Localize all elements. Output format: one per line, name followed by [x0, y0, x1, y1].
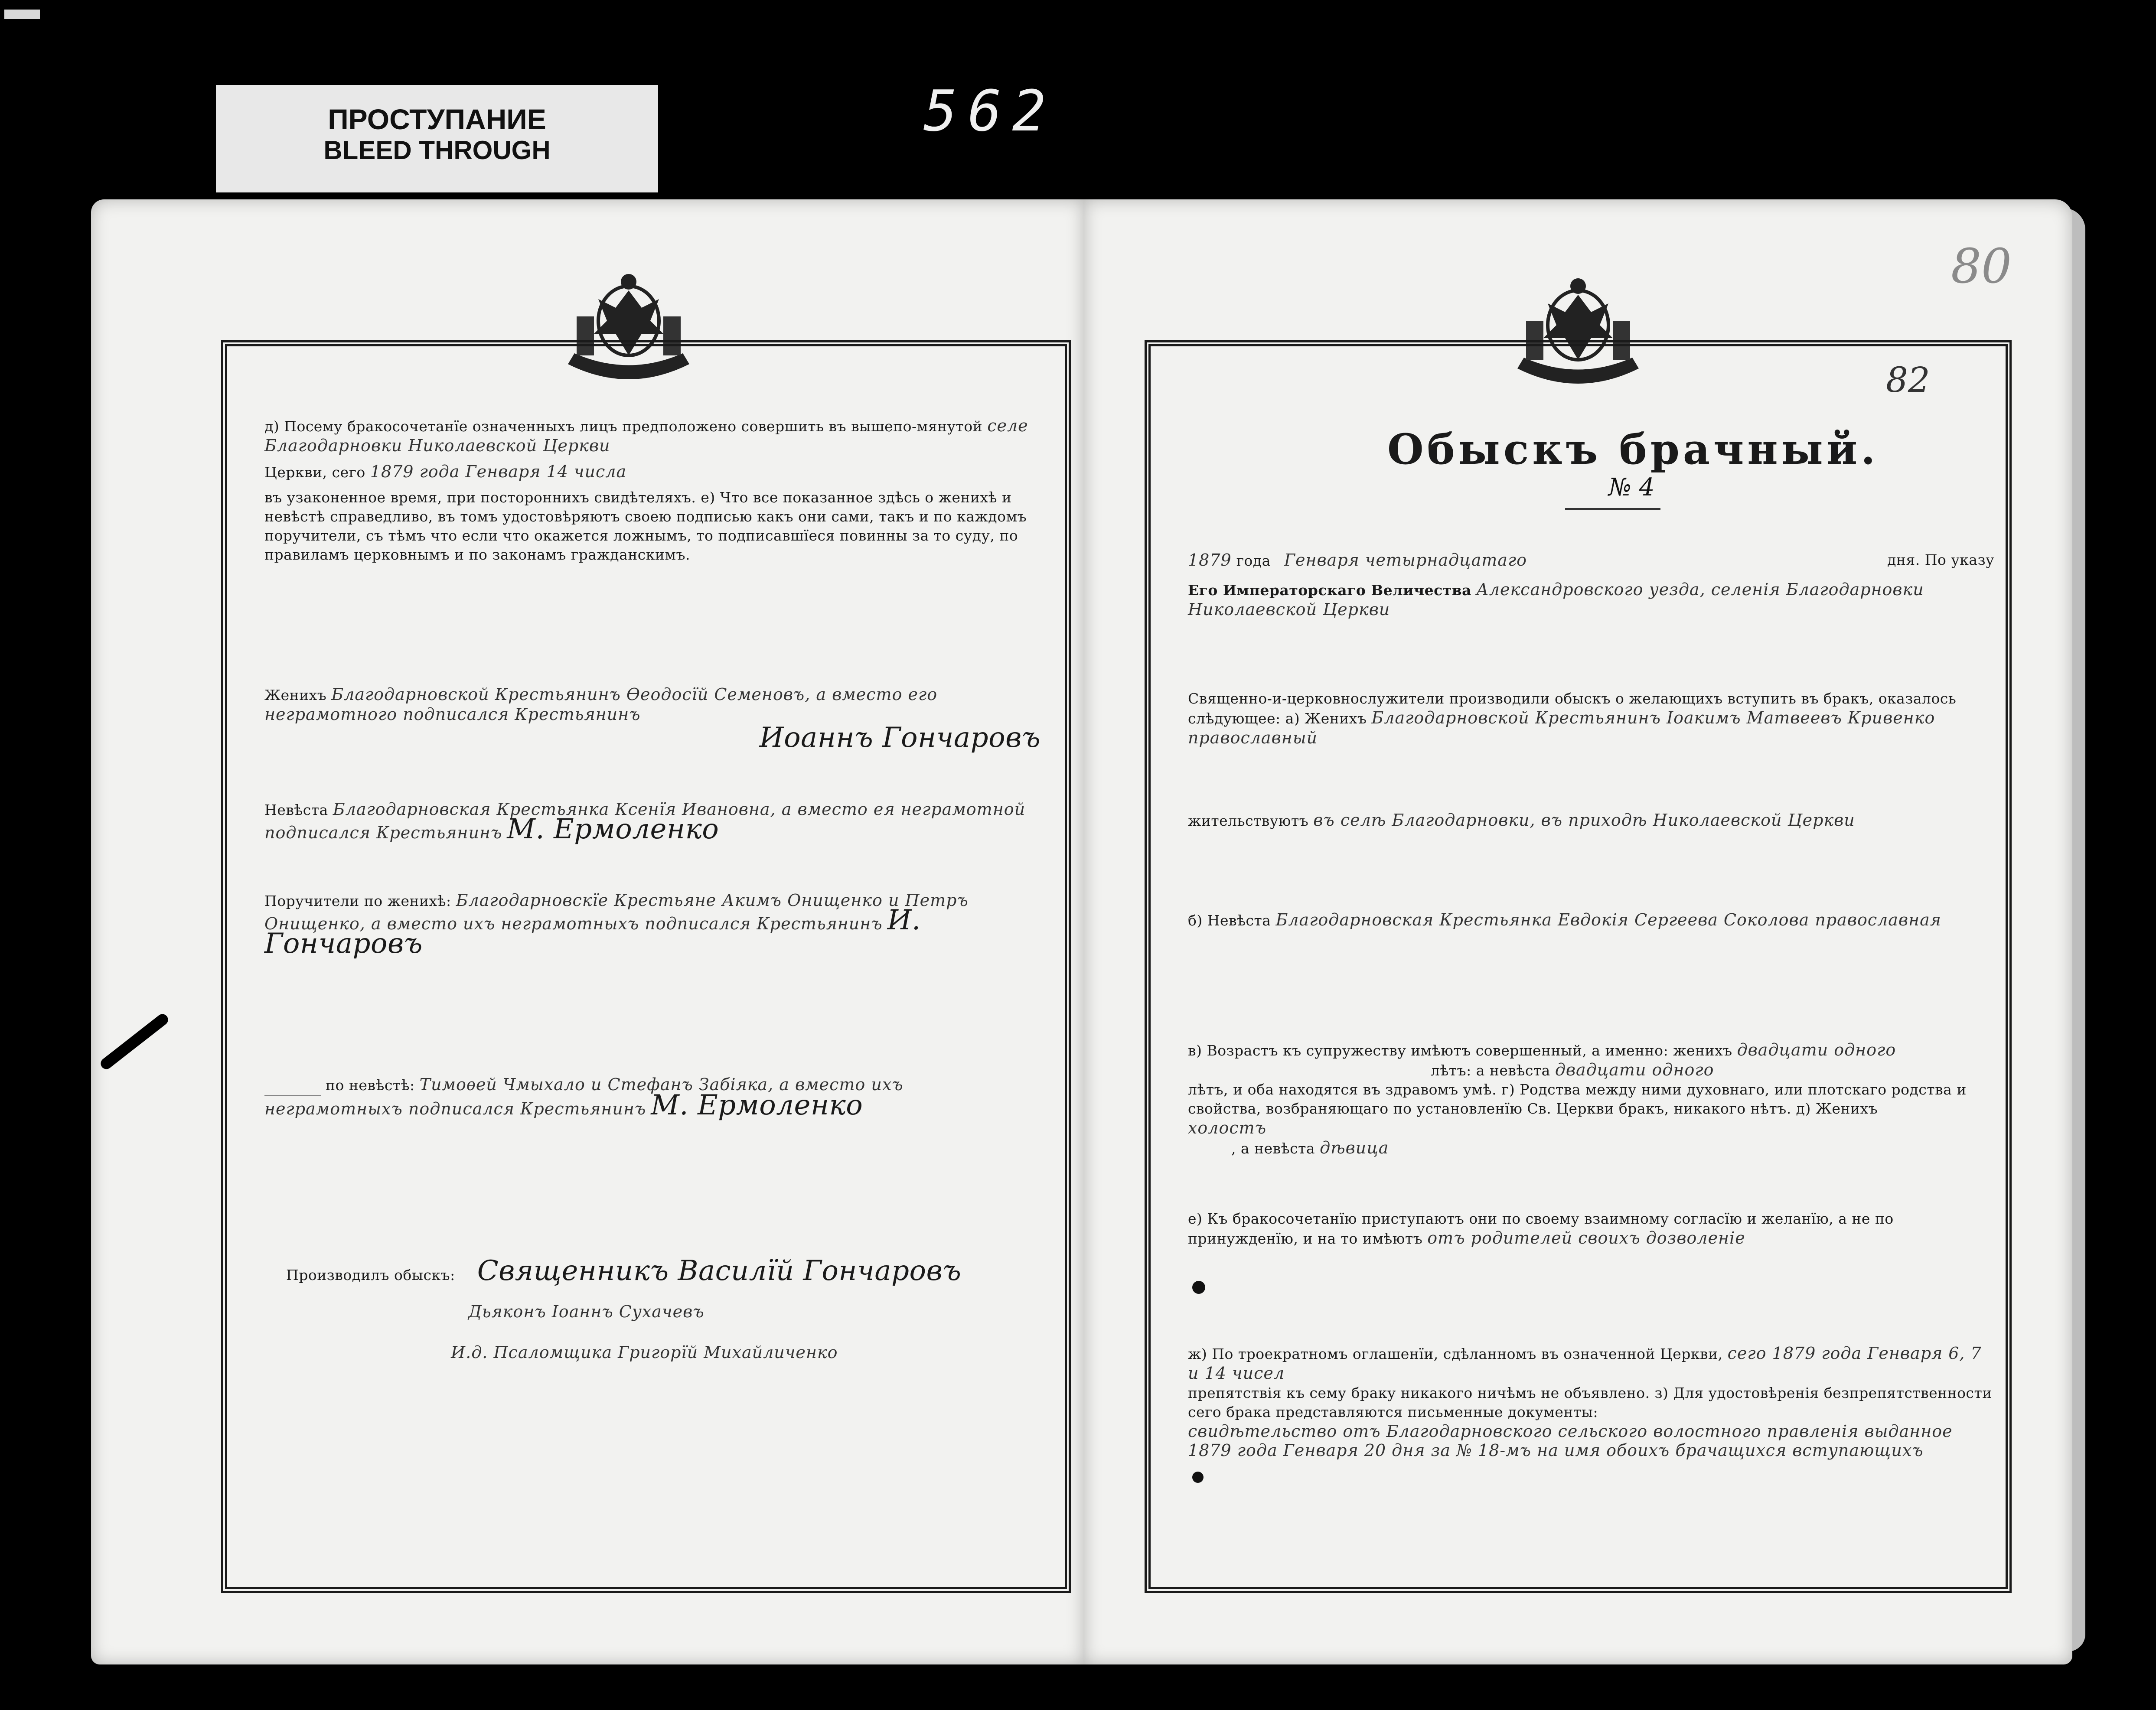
bride-status-label: , а невѣста — [1231, 1140, 1315, 1157]
bride-guarantors-hand: Тимоѳей Чмыхало и Стефанъ Забіяка, а вместо ихъ неграмотныхъ подписался Крестьянинъ — [264, 1075, 903, 1118]
proposal-text: д) Посему бракосочетанїе означенныхъ лицъ предположено совершить въ вышепо-мянутой — [264, 418, 983, 435]
bride-label: Невѣста — [264, 801, 328, 818]
residence-block — [1188, 811, 1994, 831]
title-rule — [1565, 508, 1660, 510]
ink-blot — [1192, 1281, 1205, 1294]
year-hand: 1879 — [1188, 550, 1232, 570]
bride-signature: М. Ермоленко — [507, 813, 719, 845]
clergy-label: Священно-и-церковнослужители производили обыскъ о желающихъ вступить въ бракъ, оказалось слѣдующее: а) Женихъ — [1188, 690, 1957, 727]
record-number: № 4 — [1608, 473, 1655, 502]
date-block — [1188, 550, 1994, 620]
film-corner-mark — [4, 10, 40, 19]
proposal-clause — [264, 416, 1040, 564]
bride-guarantors-label: по невѣстѣ: — [326, 1077, 415, 1094]
folio-number-pencil: 80 — [1951, 238, 2012, 294]
age-label: в) Возрастъ къ супружеству имѣютъ совершенный, а именно: женихъ — [1188, 1042, 1732, 1059]
groom-signature: Иоаннъ Гончаровъ — [759, 722, 1040, 754]
groom-signature-block — [264, 685, 1040, 752]
bride-info-hand: Благодарновская Крестьянка Евдокія Сергеева Соколова православная — [1275, 910, 1941, 929]
proclamation-hand: сего 1879 года Генваря 6, 7 и 14 чисел — [1188, 1344, 1982, 1383]
left-page — [91, 199, 1084, 1664]
blank-line — [264, 1076, 321, 1096]
psalmist-signature: И.д. Псаломщика Григорїй Михайличенко — [451, 1343, 838, 1362]
church-prefix-text: Церкви, сего — [264, 464, 365, 481]
residence-label: жительствуютъ — [1188, 812, 1309, 829]
conducted-by-block — [286, 1255, 1040, 1362]
groom-info-block — [1188, 689, 1994, 748]
priest-signature: Священникъ Василїй Гончаровъ — [477, 1255, 962, 1287]
right-page — [1084, 199, 2072, 1664]
age-block — [1188, 1040, 1994, 1158]
church-name-hand: селе Благодарновки Николаевской Церкви — [264, 416, 1028, 455]
document-title: Обыскъ брачный. — [1387, 425, 1879, 474]
groom-status-hand: холостъ — [1188, 1118, 1267, 1137]
bride-guarantors-signature: М. Ермоленко — [651, 1089, 863, 1121]
kinship-text: лѣтъ, и оба находятся въ здравомъ умѣ. г) Родства между ними духовнаго, или плотскаго родства и свойства, возбраняющаго по установленїю Св. Церкви бракъ, никакого нѣтъ. д) Женихъ — [1188, 1081, 1967, 1117]
groom-guarantors-label: Поручители по женихѣ: — [264, 892, 451, 909]
wedding-date-hand: 1879 года Генваря 14 числа — [370, 462, 627, 481]
documents-hand: свидѣтельство отъ Благодарновского сельского волостного правленія выданное 1879 года Генваря 20 дня за № 18-мъ на имя обоихъ брачащихся вступающихъ — [1188, 1422, 1953, 1460]
frame-number: 562 — [923, 78, 1057, 144]
bride-signature-block — [264, 800, 1040, 843]
day-label: дня. По указу — [1887, 551, 1994, 568]
bleed-label-en: BLEED THROUGH — [323, 136, 551, 165]
year-label: года — [1236, 552, 1271, 569]
groom-age-hand: двадцати одного — [1737, 1040, 1896, 1059]
bride-age-hand: двадцати одного — [1555, 1060, 1714, 1079]
proclamation-block — [1188, 1344, 1994, 1460]
consent-block — [1188, 1209, 1994, 1248]
bride-info-label: б) Невѣста — [1188, 912, 1271, 929]
consent-hand: отъ родителей своихъ дозволеніе — [1427, 1228, 1745, 1247]
groom-info-hand: Благодарновской Крестьянинъ Іоакимъ Матвеевъ Кривенко православный — [1188, 708, 1935, 747]
bride-info-block — [1188, 910, 1994, 930]
groom-label: Женихъ — [264, 687, 327, 704]
groom-hand: Благодарновской Крестьянинъ Ѳеодосїй Семеновъ, а вместо его неграмотного подписался Крестьянинъ — [264, 685, 938, 724]
bleed-through-label — [216, 85, 658, 192]
ink-blot — [1192, 1472, 1204, 1483]
church-hand: Александровского уезда, селенія Благодарновки Николаевской Церкви — [1188, 580, 1924, 619]
bride-guarantors-block — [264, 1075, 1040, 1119]
groom-guarantors-hand: Благодарновскїе Крестьяне Акимъ Онищенко и Петръ Онищенко, а вместо ихъ неграмотныхъ подписался Крестьянинъ — [264, 891, 969, 933]
date-hand: Генваря четырнадцатаго — [1284, 550, 1527, 570]
deacon-signature: Дьяконъ Іоаннъ Сухачевъ — [468, 1302, 705, 1321]
impediment-text: препятствія къ сему браку никакого ничѣмъ не объявлено. з) Для удостовѣренія безпрепятственности сего брака представляются письменные документы: — [1188, 1384, 1992, 1420]
groom-guarantors-block — [264, 891, 1040, 958]
conducted-by-label: Производилъ обыскъ: — [286, 1267, 455, 1283]
proclamation-text: ж) По троекратномъ оглашенїи, сдѣланномъ въ означенной Церкви, — [1188, 1345, 1723, 1362]
residence-hand: въ селѣ Благодарновки, въ приходѣ Николаевской Церкви — [1313, 811, 1855, 830]
bride-hand: Благодарновская Крестьянка Ксенїя Ивановна, а вместо ея неграмотной подписался Крестьянинъ — [264, 800, 1026, 842]
consent-text: е) Къ бракосочетанїю приступаютъ они по своему взаимному согласїю и желанїю, а не по принужденїю, и на то имѣютъ — [1188, 1210, 1894, 1247]
age-bride-label: лѣтъ: а невѣста — [1431, 1062, 1550, 1079]
folio-number-ink: 82 — [1886, 360, 1930, 400]
certification-text: въ узаконенное время, при постороннихъ свидѣтеляхъ. е) Что все показанное здѣсь о женихѣ и невѣстѣ справедливо, въ томъ удостовѣряютъ своею подписью какъ они сами, такъ и по каждомъ поручители, съ тѣмъ что если что окажется ложнымъ, то подписавшїеся повинны за то суду, по правиламъ церковнымъ и по законамъ гражданскимъ. — [264, 489, 1027, 563]
bride-status-hand: дѣвица — [1320, 1138, 1389, 1157]
groom-guarantors-signature: И. Гончаровъ — [264, 904, 921, 960]
majesty-label: Его Императорскаго Величества — [1188, 582, 1472, 599]
bleed-label-ru: ПРОСТУПАНИЕ — [328, 103, 546, 135]
